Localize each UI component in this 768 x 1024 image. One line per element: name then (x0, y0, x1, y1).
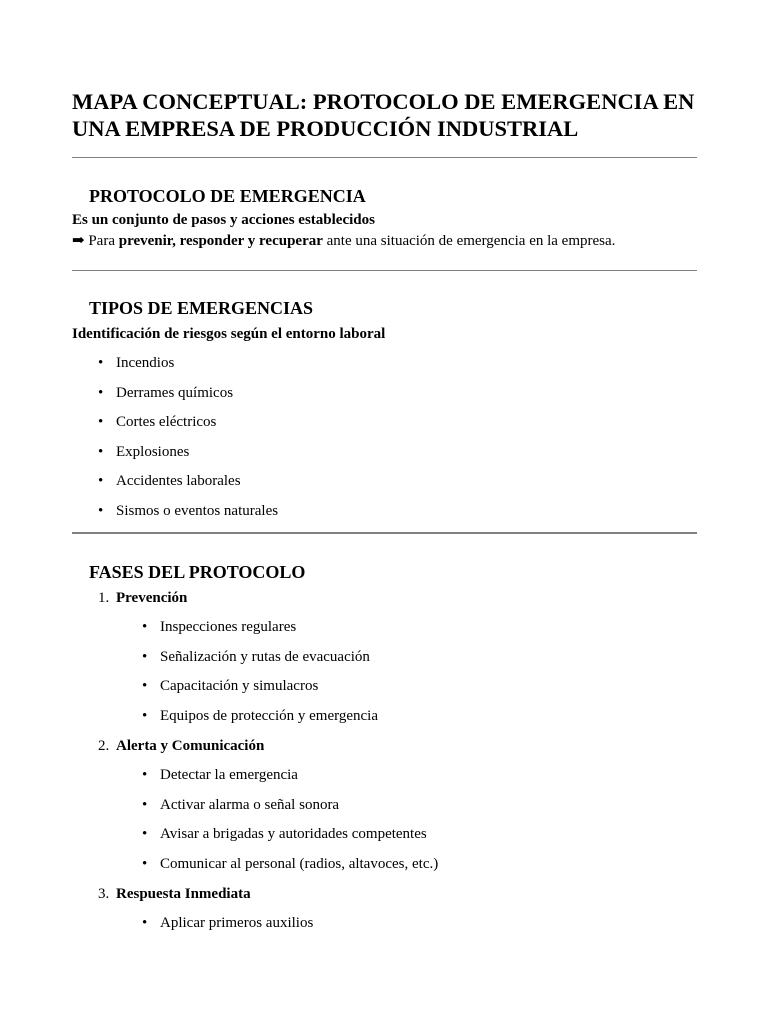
emergency-types-list (72, 354, 697, 520)
list-item: • Detectar la emergencia (72, 766, 697, 784)
phase-label: Respuesta Inmediata (116, 885, 251, 902)
phase-item (72, 885, 697, 933)
section-heading: PROTOCOLO DE EMERGENCIA (89, 186, 366, 206)
section-paragraph (72, 231, 697, 252)
phase-label: Prevención (116, 589, 188, 606)
phase-label: Alerta y Comunicación (116, 737, 265, 754)
list-item: • Sismos o eventos naturales (72, 502, 697, 520)
arrow-icon: ➡ (72, 233, 85, 249)
phases-list (72, 589, 697, 933)
list-item: • Explosiones (72, 443, 697, 461)
phase-heading (72, 589, 697, 607)
list-item: • Cortes eléctricos (72, 413, 697, 431)
list-item: • Inspecciones regulares (72, 618, 697, 636)
section-intro: Es un conjunto de pasos y acciones establecidos (72, 212, 375, 228)
list-item: • Incendios (72, 354, 697, 372)
section-fases (72, 534, 697, 933)
section-heading: TIPOS DE EMERGENCIAS (89, 298, 314, 318)
phase-item (72, 589, 697, 725)
list-item: • Activar alarma o señal sonora (72, 796, 697, 814)
list-item: • Señalización y rutas de evacuación (72, 648, 697, 666)
phase-actions-list (72, 766, 697, 873)
section-protocolo (72, 158, 697, 252)
document-title: MAPA CONCEPTUAL: PROTOCOLO DE EMERGENCIA EN UNA EMPRESA DE PRODUCCIÓN INDUSTRIAL (72, 89, 695, 141)
phase-actions-list (72, 618, 697, 725)
list-item: • Aplicar primeros auxilios (72, 914, 697, 932)
phase-heading (72, 737, 697, 755)
phase-actions-list (72, 914, 697, 932)
para-emphasis: prevenir, responder y recuperar (118, 233, 323, 249)
list-item: • Capacitación y simulacros (72, 677, 697, 695)
phase-item (72, 737, 697, 873)
section-intro: Identificación de riesgos según el entorno laboral (72, 326, 386, 342)
list-item: • Avisar a brigadas y autoridades competentes (72, 825, 697, 843)
phase-number: 1. (98, 589, 110, 606)
phase-number: 2. (98, 737, 110, 754)
section-heading: FASES DEL PROTOCOLO (89, 561, 306, 582)
phase-number: 3. (98, 885, 110, 902)
para-text: Para (84, 233, 119, 249)
document-page (72, 88, 697, 944)
list-item: • Accidentes laborales (72, 472, 697, 490)
list-item: • Equipos de protección y emergencia (72, 707, 697, 725)
list-item: • Comunicar al personal (radios, altavoces, etc.) (72, 855, 697, 873)
phase-heading (72, 885, 697, 903)
para-text: ante una situación de emergencia en la empresa. (322, 233, 616, 249)
section-tipos (72, 271, 697, 520)
list-item: • Derrames químicos (72, 384, 697, 402)
